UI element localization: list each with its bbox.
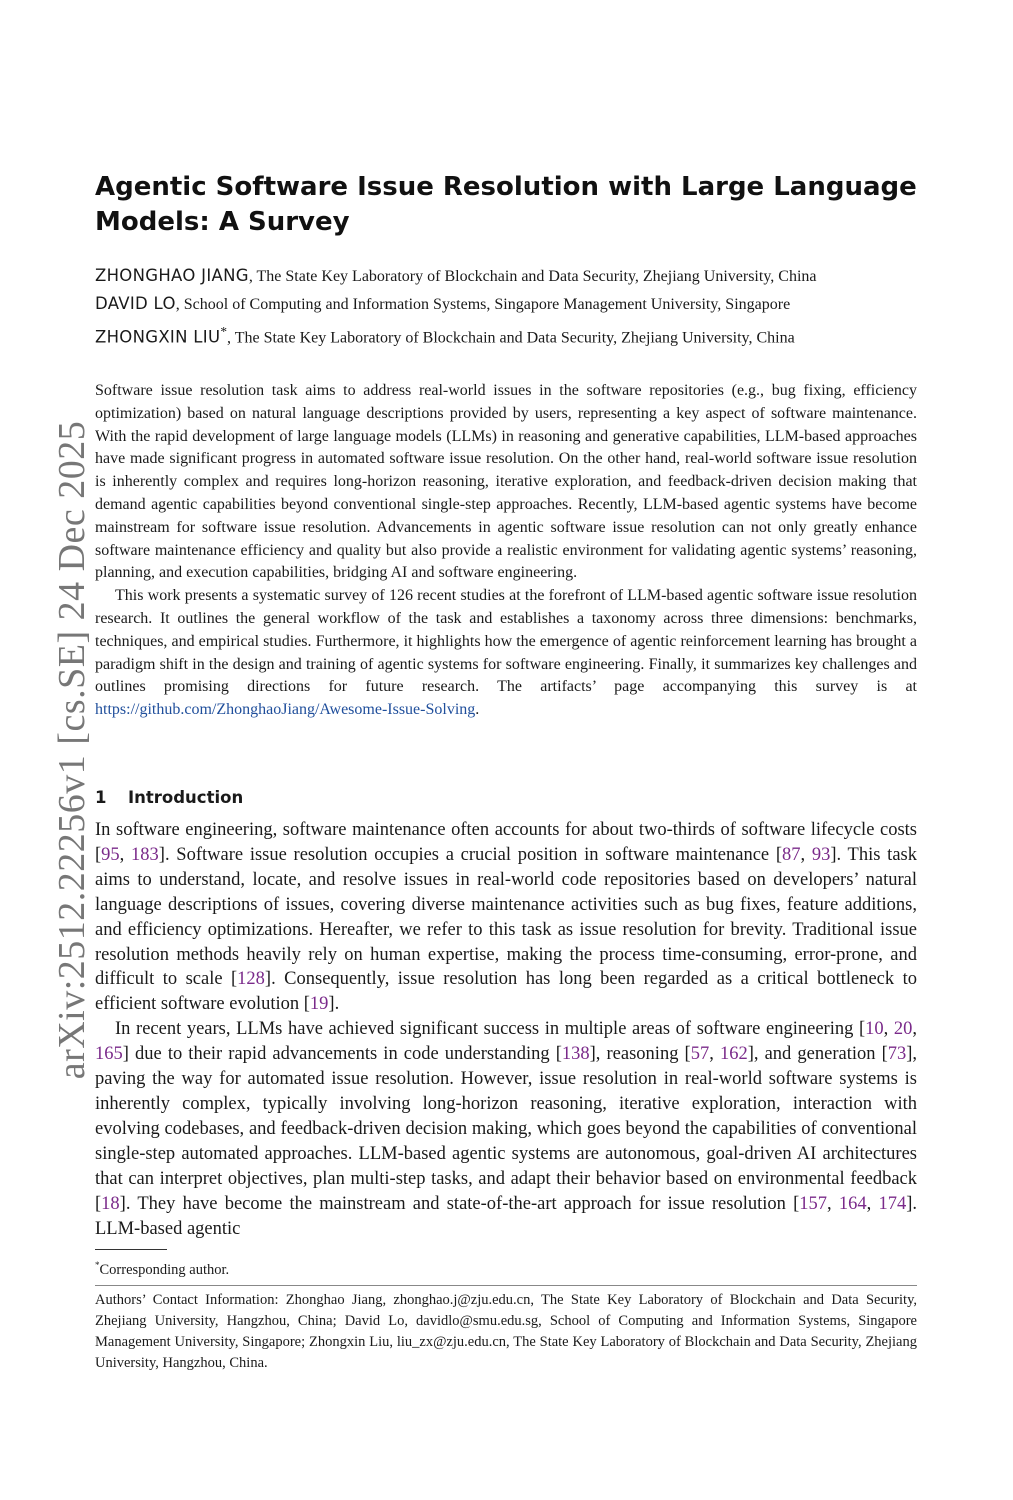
contact-divider bbox=[95, 1285, 917, 1286]
author-entry bbox=[95, 262, 917, 290]
citation-link[interactable]: 128 bbox=[237, 969, 265, 990]
abstract-paragraph bbox=[95, 585, 917, 722]
citation-link[interactable]: 165 bbox=[95, 1044, 123, 1065]
citation-link[interactable]: 174 bbox=[878, 1193, 907, 1214]
citation-link[interactable]: 10 bbox=[865, 1019, 884, 1040]
arxiv-identifier[interactable]: arXiv:2512.22256v1 [cs.SE] 24 Dec 2025 bbox=[51, 420, 93, 1080]
author-affiliation: , The State Key Laboratory of Blockchain and Data Security, Zhejiang University, China bbox=[248, 268, 817, 285]
abstract-paragraph: Software issue resolution task aims to address real-world issues in the software repositories (e.g., bug fixing, efficiency optimization) based on natural language descriptions provided by users, representing a key aspect of software maintenance. With the rapid development of large language models (LLMs) in reasoning and generative capabilities, LLM-based approaches have made significant progress in automated software issue resolution. On the other hand, real-world software issue resolution is inherently complex and requires long-horizon reasoning, iterative exploration, and feedback-driven decision making that demand agentic capabilities beyond conventional single-step approaches. Recently, LLM-based agentic systems have become mainstream for software issue resolution. Advancements in agentic software issue resolution can not only greatly enhance software maintenance efficiency and quality but also provide a realistic environment for validating agentic systems’ reasoning, planning, and execution capabilities, bridging AI and software engineering. bbox=[95, 382, 917, 582]
author-entry bbox=[95, 318, 917, 351]
citation-link[interactable]: 20 bbox=[893, 1019, 913, 1040]
citation-link[interactable]: 95 bbox=[101, 844, 120, 865]
abstract bbox=[95, 380, 917, 722]
intro-paragraph: In software engineering, software maintenance often accounts for about two-thirds of software lifecycle costs [95, 183]. Software issue resolution occupies a crucial position in software maintenance [87, 93]. This task aims to understand, locate, and resolve issues in real-world code repositories based on developers’ natural language descriptions of issues, covering diverse maintenance activities such as bug fixes, feature additions, and efficiency optimizations. Hereafter, we refer to this task as issue resolution for brevity. Traditional issue resolution methods heavily rely on human expertise, making the process time-consuming, error-prone, and difficult to scale [128]. Consequently, issue resolution has long been regarded as a critical bottleneck to efficient software evolution [19]. bbox=[95, 820, 917, 1015]
author-entry bbox=[95, 290, 917, 318]
citation-link[interactable]: 73 bbox=[887, 1044, 907, 1065]
citation-link[interactable]: 93 bbox=[811, 844, 831, 865]
footnote-text: Corresponding author. bbox=[99, 1261, 230, 1278]
author-list bbox=[95, 262, 917, 351]
footnote-marker: * bbox=[95, 1260, 100, 1270]
abstract-text: This work presents a systematic survey of 126 recent studies at the forefront of LLM-based agentic software issue resolution research. It outlines the general workflow of the task and establishes a taxonomy across three dimensions: benchmarks, techniques, and empirical studies. Furthermore, it highlights how the emergence of agentic reinforcement learning has brought a paradigm shift in the design and training of agentic systems for software engineering. Finally, it summarizes key challenges and outlines promising directions for future research. The artifacts’ page accompanying this survey is at bbox=[95, 587, 917, 696]
author-name: ZHONGHAO JIANG bbox=[95, 266, 249, 285]
section-heading bbox=[95, 788, 917, 807]
citation-link[interactable]: 87 bbox=[782, 844, 801, 865]
citation-link[interactable]: 157 bbox=[799, 1193, 828, 1214]
section-number: 1 bbox=[95, 788, 107, 807]
section-title: Introduction bbox=[128, 788, 244, 807]
author-name: DAVID LO bbox=[95, 294, 176, 313]
author-affiliation: , School of Computing and Information Systems, Singapore Management University, Singapore bbox=[175, 296, 791, 313]
citation-link[interactable]: 162 bbox=[719, 1044, 748, 1065]
citation-link[interactable]: 19 bbox=[309, 994, 329, 1015]
citation-link[interactable]: 164 bbox=[838, 1193, 867, 1214]
citation-link[interactable]: 18 bbox=[101, 1193, 120, 1214]
intro-paragraph: In recent years, LLMs have achieved significant success in multiple areas of software engineering [10, 20, 165] due to their rapid advancements in code understanding [138], reasoning [57, 162], and generation [73], paving the way for automated issue resolution. However, issue resolution in real-world software systems is inherently complex, typically involving long-horizon reasoning, iterative exploration, interaction with evolving codebases, and feedback-driven decision making, which goes beyond the capabilities of conventional single-step automated approaches. LLM-based agentic systems are autonomous, goal-driven AI architectures that can interpret objectives, plan multi-step tasks, and adapt their behavior based on environmental feedback [18]. They have become the mainstream and state-of-the-art approach for issue resolution [157, 164, 174]. LLM-based agentic bbox=[95, 1019, 918, 1239]
abstract-end: . bbox=[475, 701, 480, 719]
citation-link[interactable]: 138 bbox=[561, 1044, 590, 1065]
introduction-body bbox=[95, 818, 917, 1241]
author-contact-info: Authors’ Contact Information: Zhonghao Jiang, zhonghao.j@zju.edu.cn, The State Key Laboratory of Blockchain and Data Security, Zhejiang University, Hangzhou, China; David Lo, davidlo@smu.edu.sg, School of Computing and Information Systems, Singapore Management University, Singapore; Zhongxin Liu, liu_zx@zju.edu.cn, The State Key Laboratory of Blockchain and Data Security, Zhejiang University, Hangzhou, China. bbox=[95, 1292, 917, 1371]
citation-link[interactable]: 57 bbox=[690, 1044, 710, 1065]
author-affiliation: , The State Key Laboratory of Blockchain and Data Security, Zhejiang University, China bbox=[227, 329, 795, 347]
author-name: ZHONGXIN LIU bbox=[95, 327, 221, 347]
footnote-divider bbox=[95, 1249, 167, 1250]
corresponding-marker: * bbox=[220, 324, 227, 339]
artifacts-link[interactable]: https://github.com/ZhonghaoJiang/Awesome-Issue-Solving bbox=[95, 701, 476, 719]
footnote bbox=[95, 1255, 917, 1280]
paper-title: Agentic Software Issue Resolution with Large Language Models: A Survey bbox=[95, 172, 917, 237]
citation-link[interactable]: 183 bbox=[131, 844, 159, 865]
